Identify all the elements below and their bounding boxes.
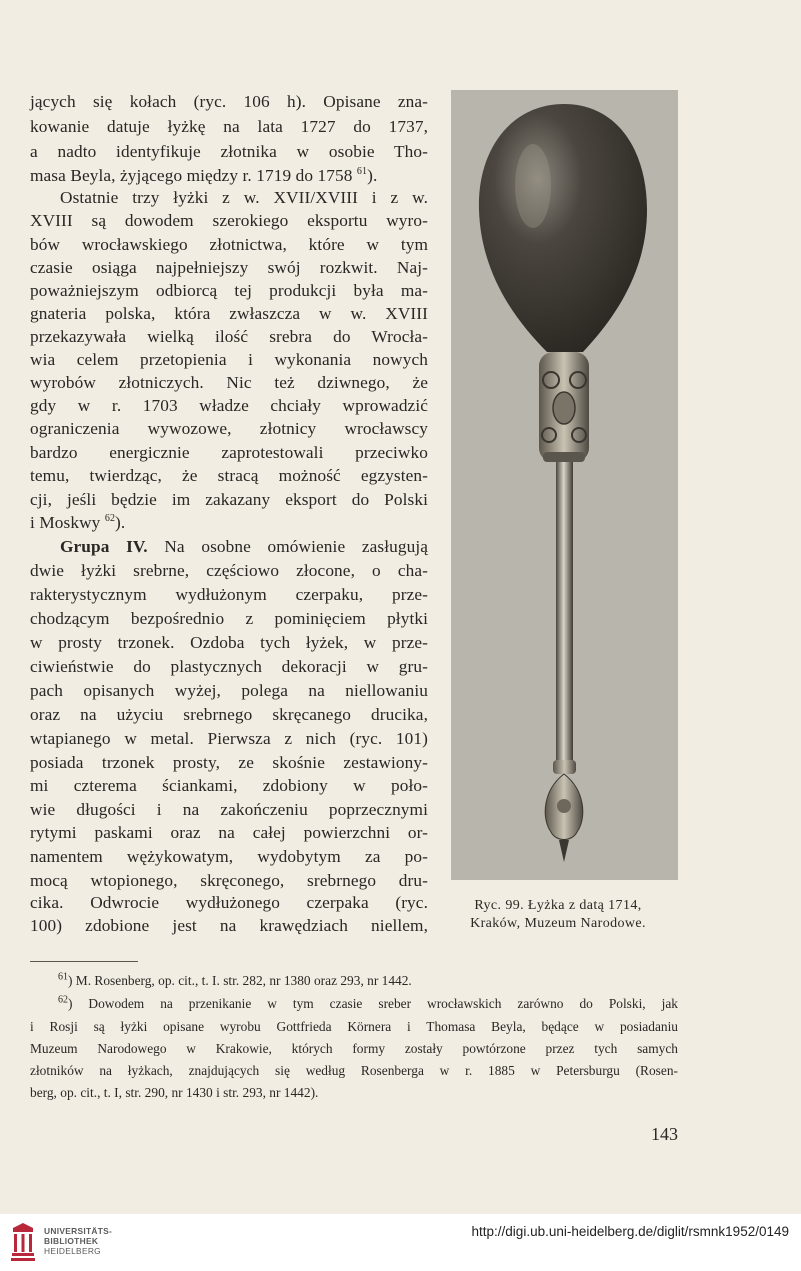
library-name: UNIVERSITÄTS- BIBLIOTHEK HEIDELBERG bbox=[44, 1226, 113, 1256]
text-line: temu, twierdząc, że stracą możność egzysten- bbox=[30, 466, 428, 485]
text-line: rytymi paskami oraz na całej powierzchni or- bbox=[30, 823, 428, 842]
page-number: 143 bbox=[651, 1124, 678, 1144]
text-line: wie długości i na zakończeniu poprzecznymi bbox=[30, 800, 428, 819]
text-line: Ostatnie trzy łyżki z w. XVII/XVIII i z w. bbox=[60, 188, 428, 207]
footnote-line: Muzeum Narodowego w Krakowie, których formy zostały powtórzone przez tych samych bbox=[30, 1041, 678, 1056]
spoon-photograph bbox=[451, 90, 678, 880]
text-line: mocą wtopionego, skręconego, srebrnego dru- bbox=[30, 871, 428, 890]
text-line: 100) zdobione jest na krawędziach niellem, bbox=[30, 916, 428, 935]
text-line: bardzo energicznie zaprotestowali przeciwko bbox=[30, 443, 428, 462]
text-line: wtapianego w metal. Pierwsza z nich (ryc. 101) bbox=[30, 729, 428, 748]
text-line: a nadto identyfikuje złotnika w osobie Tho- bbox=[30, 142, 428, 161]
text-line: i Moskwy $^{62}$). bbox=[30, 513, 126, 532]
text-line: w prosty trzonek. Ozdoba tych łyżek, w prze- bbox=[30, 633, 428, 652]
source-url-link[interactable]: http://digi.ub.uni-heidelberg.de/diglit/rsmnk1952/0149 bbox=[471, 1224, 789, 1239]
text-line: czasie osiąga najpełniejszy swój rozkwit. Naj- bbox=[30, 258, 428, 277]
footnote-ref[interactable]: 61 bbox=[356, 166, 368, 178]
text-line: gdy w r. 1703 władze chciały wprowadzić bbox=[30, 396, 428, 415]
text-line: wyrobów złotniczych. Nic też dziwnego, że bbox=[30, 373, 428, 392]
footnote-divider bbox=[30, 961, 138, 962]
text-line: cji, jeśli będzie im zakazany eksport do Polski bbox=[30, 490, 428, 509]
text-line: posiada trzonek prosty, ze skośnie zestawiony- bbox=[30, 753, 428, 772]
spoon-finial bbox=[545, 760, 583, 862]
footnote-ref[interactable]: 62 bbox=[104, 513, 116, 525]
figure-caption: Kraków, Muzeum Narodowe. bbox=[470, 916, 646, 931]
university-library-logo-icon[interactable] bbox=[10, 1222, 36, 1262]
text-line: przekazywała wielką ilość srebra do Wrocła- bbox=[30, 327, 428, 346]
text-line: chodzącym bezpośrednio z pominięciem płytki bbox=[30, 609, 428, 628]
footnote: $^{62}$) Dowodem na przenikanie w tym czasie sreber wrocławskich zarówno do Polski, jak bbox=[58, 994, 678, 1011]
footnote-line: złotników na łyżkach, znajdujących się według Rosenberga w r. 1885 w Petersburgu (Rosen- bbox=[30, 1063, 678, 1078]
text-line: masa Beyla, żyjącego między r. 1719 do 1758 $^{61}$). bbox=[30, 166, 378, 185]
group-heading: Grupa IV. bbox=[60, 537, 148, 556]
text-line: Grupa IV. Na osobne omówienie zasługują bbox=[60, 537, 429, 556]
text-line: pach opisanych wyżej, polega na niellowaniu bbox=[30, 681, 428, 700]
footnote-line: berg, op. cit., t. I, str. 290, nr 1430 i str. 293, nr 1442). bbox=[30, 1085, 319, 1100]
text-line: namentem wężykowatym, wydobytym za po- bbox=[30, 847, 428, 866]
ornamental-collar bbox=[539, 352, 589, 462]
text-line: dwie łyżki srebrne, częściowo złocone, o cha- bbox=[30, 561, 428, 580]
text-line: ciwieństwie do plastycznych dekoracji w gru- bbox=[30, 657, 428, 676]
text-line: ograniczenia wywozowe, złotnicy wrocławscy bbox=[30, 419, 428, 438]
text-line: XVIII są dowodem szerokiego eksportu wyro- bbox=[30, 211, 428, 230]
text-line: rakterystycznym wydłużonym czerpaku, prze- bbox=[30, 585, 428, 604]
text-line: kowanie datuje łyżkę na lata 1727 do 1737, bbox=[30, 117, 428, 136]
text-line: jących się kołach (ryc. 106 h). Opisane zna- bbox=[30, 92, 428, 111]
text-line: wia celem przetopienia i wykonania nowych bbox=[30, 350, 428, 369]
footnote-line: i Rosji są łyżki opisane wyrobu Gottfrieda Körnera i Thomasa Beyla, będące w posiadaniu bbox=[30, 1019, 678, 1034]
bowl-highlight bbox=[515, 144, 551, 228]
text-line: cika. Odwrocie wydłużonego czerpaka (ryc. bbox=[30, 893, 428, 912]
text-line: oraz na użyciu srebrnego skręcanego drucika, bbox=[30, 705, 428, 724]
text-line: mi czterema ściankami, zdobiony w poło- bbox=[30, 776, 428, 795]
footnote: $^{61}$) M. Rosenberg, op. cit., t. I. str. 282, nr 1380 oraz 293, nr 1442. bbox=[58, 971, 412, 988]
spoon-stem bbox=[556, 462, 573, 762]
library-footer bbox=[0, 1214, 801, 1271]
figure-caption: Ryc. 99. Łyżka z datą 1714, bbox=[474, 898, 642, 913]
text-line: bów wrocławskiego złotnictwa, które w tym bbox=[30, 235, 428, 254]
spoon-bowl bbox=[479, 104, 647, 352]
text-line: gnateria polska, która zwłaszcza w w. XVIII bbox=[30, 304, 428, 323]
text-line: poważniejszym odbiorcą tej produkcji była ma- bbox=[30, 281, 428, 300]
spoon-illustration bbox=[451, 90, 678, 880]
